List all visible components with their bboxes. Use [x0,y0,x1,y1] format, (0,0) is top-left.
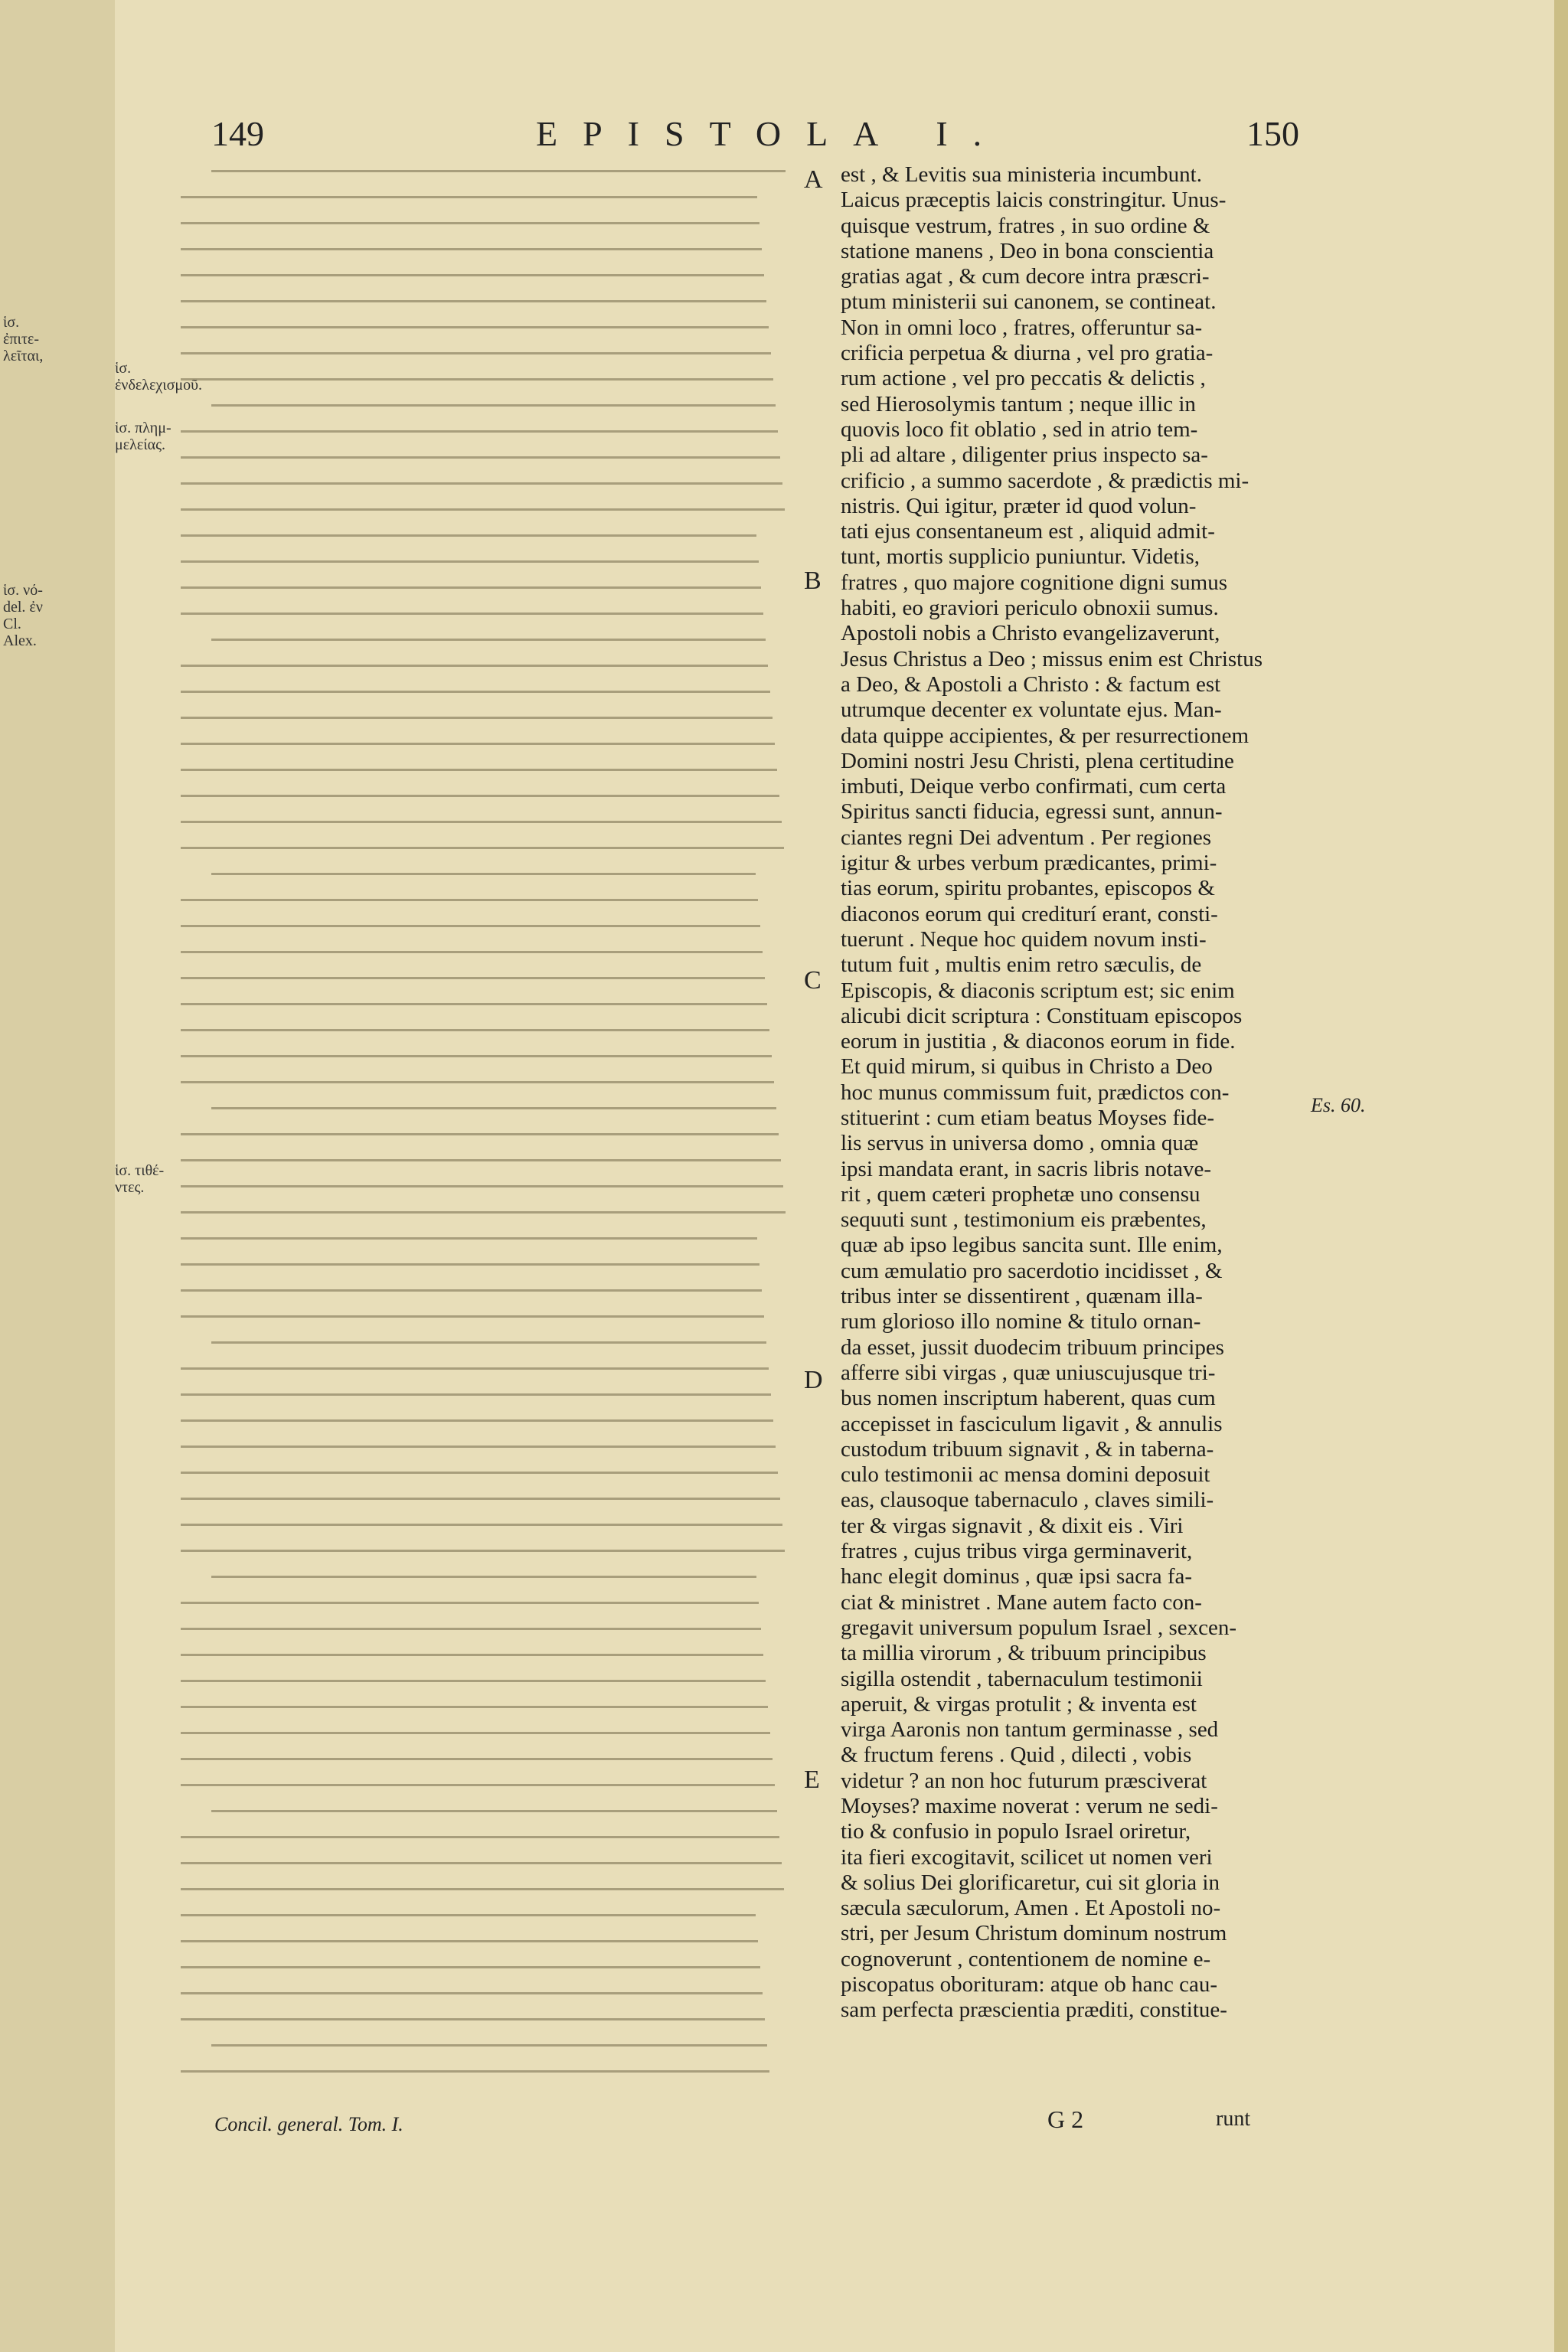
page-number-left: 149 [211,114,264,153]
latin-line: crificio , a summo sacerdote , & prædictis mi- [841,468,1250,493]
latin-line: ita fieri excogitavit, scilicet ut nomen veri [841,1844,1213,1870]
catchword: runt [1216,2107,1251,2131]
latin-line: tuerunt . Neque hoc quidem novum insti- [841,926,1207,952]
greek-line [181,612,763,615]
latin-line: Non in omni loco , fratres, offeruntur sa- [841,315,1203,340]
latin-line: da esset, jussit duodecim tribuum principes [841,1334,1224,1360]
latin-line: lis servus in universa domo , omnia quæ [841,1131,1199,1156]
latin-line: a Deo, & Apostoli a Christo : & factum est [841,671,1221,697]
latin-line: data quippe accipientes, & per resurrectionem [841,723,1250,748]
running-title: EPISTOLA I. [536,114,1008,153]
latin-line: eas, clausoque tabernaculo , claves simili- [841,1488,1214,1513]
latin-line: ciantes regni Dei adventum . Per regiones [841,825,1211,850]
greek-line [181,482,782,485]
greek-line [181,248,762,250]
latin-line: custodum tribuum signavit , & in taberna- [841,1436,1214,1462]
latin-line: statione manens , Deo in bona conscientia [841,238,1214,263]
greek-margin-gloss: ἱσ. πλημ-μελείας. [115,420,172,453]
greek-margin-gloss: ἱσ. ἐπιτε-λεῖται, [3,314,44,364]
greek-line [181,1706,768,1708]
latin-line: tio & confusio in populo Israel oriretur, [841,1819,1191,1844]
greek-margin-gloss: ἱσ. τιθέ-ντες. [115,1162,165,1196]
greek-line [181,1524,782,1526]
latin-line: rum actione , vel pro peccatis & delictis , [841,366,1206,391]
printer-signature: G 2 [1047,2105,1084,2133]
latin-line: stituerint : cum etiam beatus Moyses fide- [841,1105,1215,1130]
latin-line: Moyses? maxime noverat : verum ne sedi- [841,1794,1218,1818]
greek-line [181,951,763,953]
latin-line: nistris. Qui igitur, præter id quod volun- [841,493,1197,518]
greek-line [181,1419,773,1422]
greek-line [181,430,778,433]
greek-line [181,2018,765,2020]
greek-line [181,378,773,381]
latin-line: sequuti sunt , testimonium eis præbentes, [841,1207,1207,1233]
latin-line: fratres , cujus tribus virga germinaverit, [841,1539,1193,1564]
latin-line: ter & virgas signavit , & dixit eis . Viri [841,1513,1184,1538]
section-letter: D [804,1366,823,1394]
greek-line [211,1576,756,1578]
latin-line: eorum in justitia , & diaconos eorum in fide. [841,1029,1236,1054]
greek-line [181,534,756,537]
latin-line: sigilla ostendit , tabernaculum testimonii [841,1666,1203,1691]
greek-margin-gloss: ἱσ. ἐνδελεχισμοῦ. [115,360,203,394]
latin-line: alicubi dicit scriptura : Constituam episcopos [841,1003,1243,1028]
latin-line: sæcula sæculorum, Amen . Et Apostoli no- [841,1896,1221,1921]
latin-line: piscopatus oborituram: atque ob hanc cau- [841,1972,1218,1998]
latin-line: tunt, mortis supplicio puniuntur. Videtis, [841,544,1200,570]
latin-line: fratres , quo majore cognitione digni sumus [841,570,1227,595]
latin-line: tribus inter se dissentirent , quænam illa- [841,1284,1203,1309]
footer-note: Concil. general. Tom. I. [214,2113,403,2135]
greek-line [181,665,768,667]
latin-text-column [841,162,1300,2107]
greek-line [181,1367,769,1370]
section-letter: A [804,165,823,194]
greek-line [181,1602,759,1604]
greek-line [211,170,786,172]
latin-line: Domini nostri Jesu Christi, plena certitudine [841,748,1234,773]
latin-line: & fructum ferens . Quid , dilecti , vobis [841,1743,1192,1768]
latin-line: Laicus præceptis laicis constringitur. Unus- [841,188,1227,213]
greek-line [181,769,777,771]
greek-line [181,508,785,511]
section-letter: C [804,966,822,995]
greek-line [181,1498,780,1500]
greek-line [181,1914,756,1916]
greek-line [181,795,779,797]
latin-line: est , & Levitis sua ministeria incumbunt. [841,162,1202,187]
greek-line [211,873,756,875]
greek-line [181,326,769,328]
latin-line: Et quid mirum, si quibus in Christo a Deo [841,1054,1213,1080]
greek-line [181,1237,757,1240]
greek-text-column [181,158,786,2087]
latin-line: rit , quem cæteri prophetæ uno consensu [841,1181,1200,1207]
greek-line [181,456,780,459]
greek-line [181,1472,778,1474]
latin-line: gregavit universum populum Israel , sexcen- [841,1615,1237,1640]
page-edge [1554,0,1568,2352]
latin-line: Episcopis, & diaconis scriptum est; sic enim [841,978,1235,1003]
greek-line [181,1888,784,1890]
latin-line: ptum ministerii sui canonem, se contineat. [841,289,1217,315]
greek-line [181,821,782,823]
greek-line [181,899,758,901]
greek-margin-gloss: ἱσ. νό-del. ἐν Cl. Alex. [3,582,43,649]
greek-line [211,404,776,407]
latin-line: ta millia virorum , & tribuum principibus [841,1641,1207,1666]
greek-line [181,2070,769,2073]
latin-line: gratias agat , & cum decore intra præscri- [841,264,1210,289]
greek-line [181,222,760,224]
page-number-right: 150 [1246,114,1299,153]
latin-line: virga Aaronis non tantum germinasse , sed [841,1717,1219,1743]
latin-line: rum glorioso illo nomine & titulo ornan- [841,1309,1201,1334]
greek-line [181,1315,764,1318]
latin-line: cognoverunt , contentionem de nomine e- [841,1946,1211,1971]
greek-line [181,717,773,719]
greek-line [181,1836,779,1838]
latin-line: hoc munus commissum fuit, prædictos con- [841,1080,1230,1105]
greek-line [181,1081,774,1083]
greek-line [181,1862,782,1864]
greek-line [181,196,757,198]
latin-line: sam perfecta præscientia præditi, constitue- [841,1998,1227,2023]
latin-line: pli ad altare , diligenter prius inspecto sa- [841,443,1208,468]
latin-line: & solius Dei glorificaretur, cui sit gloria in [841,1870,1220,1895]
greek-line [181,586,761,589]
latin-line: afferre sibi virgas , quæ uniuscujusque tri- [841,1360,1216,1385]
greek-line [181,1680,766,1682]
greek-line [181,1758,773,1760]
greek-line [181,1003,767,1005]
latin-line: tutum fuit , multis enim retro sæculis, de [841,952,1202,978]
latin-line: Apostoli nobis a Christo evangelizaverunt, [841,621,1220,646]
latin-line: quovis loco fit oblatio , sed in atrio tem- [841,416,1198,442]
latin-line: tati ejus consentaneum est , aliquid admit- [841,519,1215,544]
greek-line [181,1446,776,1448]
latin-line: igitur & urbes verbum prædicantes, primi- [841,851,1217,876]
latin-line: culo testimonii ac mensa domini deposuit [841,1462,1210,1488]
greek-line [181,977,765,979]
greek-line [181,1133,779,1135]
greek-line [181,1628,761,1630]
greek-line [211,1810,777,1812]
latin-line: aperuit, & virgas protulit ; & inventa est [841,1691,1197,1717]
greek-line [181,274,764,276]
greek-line [181,1029,769,1031]
greek-line [181,352,771,354]
latin-line: Jesus Christus a Deo ; missus enim est Christus [841,646,1263,671]
greek-line [181,1159,781,1161]
latin-line: cum æmulatio pro sacerdotio incidisset , & [841,1258,1223,1283]
latin-line: imbuti, Deique verbo confirmati, cum certa [841,774,1227,799]
greek-line [181,560,759,563]
greek-line [211,1107,776,1109]
latin-line: diaconos eorum qui crediturí erant, consti- [841,901,1218,926]
greek-line [181,1263,760,1266]
greek-line [181,1211,786,1214]
greek-line [181,1784,775,1786]
greek-line [181,1550,785,1552]
greek-line [181,1393,771,1396]
latin-line: crificia perpetua & diurna , vel pro gratia- [841,341,1214,366]
greek-line [181,1185,783,1187]
latin-line: hanc elegit dominus , quæ ipsi sacra fa- [841,1564,1193,1589]
greek-line [181,1732,770,1734]
greek-line [211,2044,767,2047]
latin-line: habiti, eo graviori periculo obnoxii sumus. [841,596,1219,621]
marginal-citation: Es. 60. [1311,1094,1366,1116]
greek-line [181,743,775,745]
greek-line [181,691,770,693]
greek-line [211,639,766,641]
latin-line: sed Hierosolymis tantum ; neque illic in [841,391,1196,416]
latin-line: ipsi mandata erant, in sacris libris notave- [841,1156,1211,1181]
latin-line: utrumque decenter ex voluntate ejus. Man- [841,697,1222,723]
greek-line [181,847,784,849]
greek-line [181,1289,762,1292]
greek-line [181,925,760,927]
greek-line [181,1992,763,1994]
latin-line: stri, per Jesum Christum dominum nostrum [841,1921,1227,1946]
section-letter: B [804,567,822,595]
greek-line [181,1055,772,1057]
greek-line [211,1341,766,1344]
greek-line [181,300,766,302]
latin-line: quæ ab ipso legibus sancita sunt. Ille enim, [841,1233,1223,1258]
latin-line: accepisset in fasciculum ligavit , & annulis [841,1411,1223,1436]
greek-line [181,1654,763,1656]
greek-line [181,1966,760,1968]
latin-line: bus nomen inscriptum haberent, quas cum [841,1386,1216,1411]
latin-line: ciat & ministret . Mane autem facto con- [841,1589,1202,1615]
latin-line: videtur ? an non hoc futurum præsciverat [841,1768,1207,1793]
latin-line: tias eorum, spiritu probantes, episcopos & [841,876,1215,901]
latin-line: Spiritus sancti fiducia, egressi sunt, annun- [841,799,1223,825]
latin-line: quisque vestrum, fratres , in suo ordine & [841,213,1210,238]
section-letter: E [804,1766,820,1794]
greek-line [181,1940,758,1942]
